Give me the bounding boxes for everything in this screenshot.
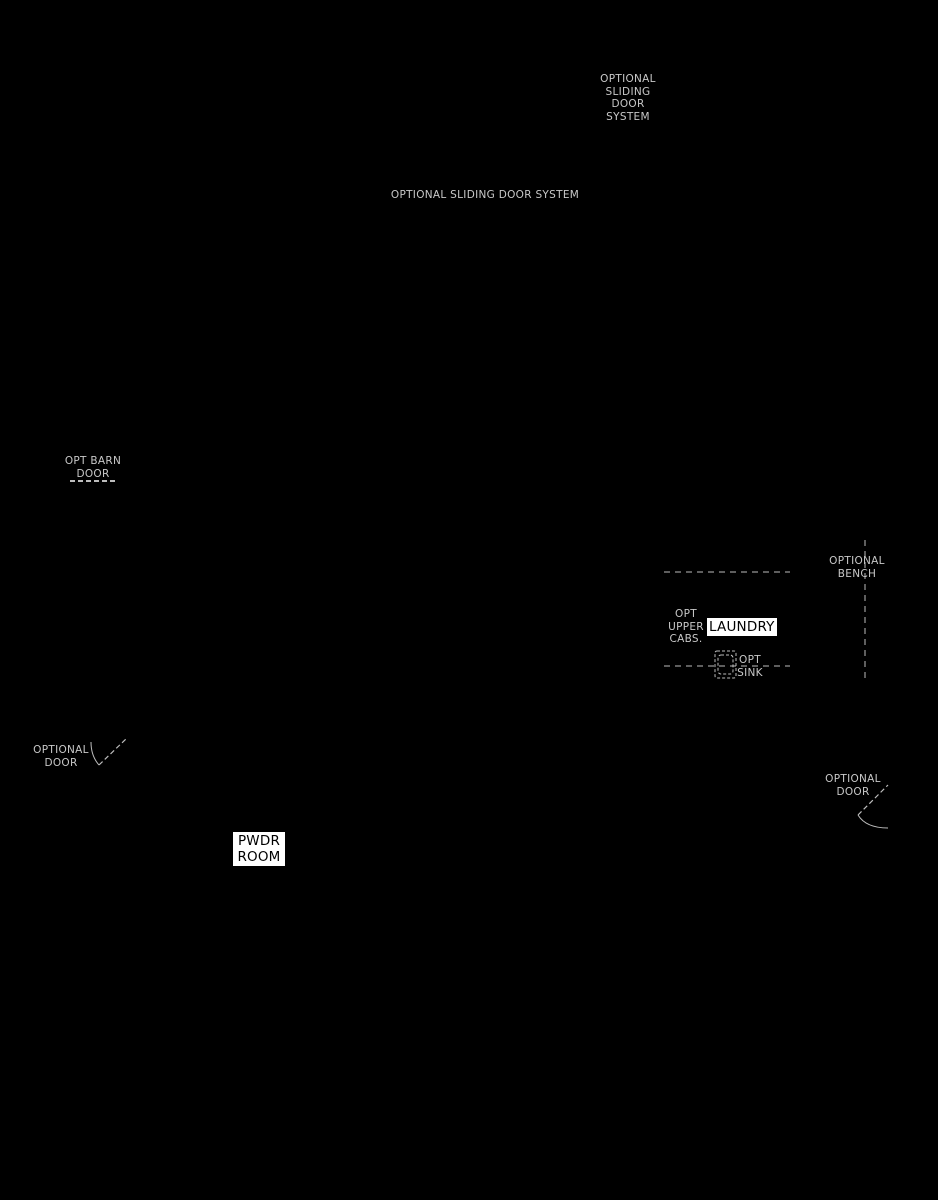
note-opt-upper-cabs: [662, 608, 710, 646]
note-line: OPTIONAL: [600, 73, 656, 85]
note-optional-sliding-door-system-stacked: [588, 73, 668, 123]
note-line: SINK: [737, 666, 763, 679]
note-optional-bench: [820, 555, 894, 580]
note-line: DOOR: [836, 785, 870, 798]
note-line: CABS.: [669, 633, 703, 645]
note-line: UPPER: [668, 620, 704, 633]
note-line: SYSTEM: [606, 110, 650, 123]
room-label-powder-room: [233, 832, 285, 866]
room-label-laundry: LAUNDRY: [709, 619, 775, 635]
note-opt-sink: [734, 654, 766, 679]
room-label-line: PWDR: [237, 833, 281, 849]
room-label-line: ROOM: [237, 849, 281, 865]
note-line: SLIDING: [605, 85, 651, 98]
note-line: DOOR: [76, 467, 110, 480]
note-optional-sliding-door-system-line: OPTIONAL SLIDING DOOR SYSTEM: [390, 189, 580, 201]
note-line: BENCH: [837, 567, 877, 580]
left-door-leaf: [99, 738, 127, 765]
note-optional-door-right: [817, 773, 889, 798]
note-line: OPT: [739, 654, 761, 666]
note-opt-barn-door: [58, 455, 128, 480]
note-line: DOOR: [611, 98, 645, 110]
note-line: OPT: [675, 608, 697, 620]
note-line: OPTIONAL: [829, 555, 885, 567]
note-line: OPT BARN: [64, 455, 122, 467]
right-door-arc: [858, 815, 888, 828]
sink-basin: [718, 655, 733, 674]
note-line: DOOR: [44, 756, 78, 769]
note-line: OPTIONAL: [825, 773, 881, 785]
note-line: OPTIONAL: [33, 744, 89, 756]
note-optional-door-left: [26, 744, 96, 769]
